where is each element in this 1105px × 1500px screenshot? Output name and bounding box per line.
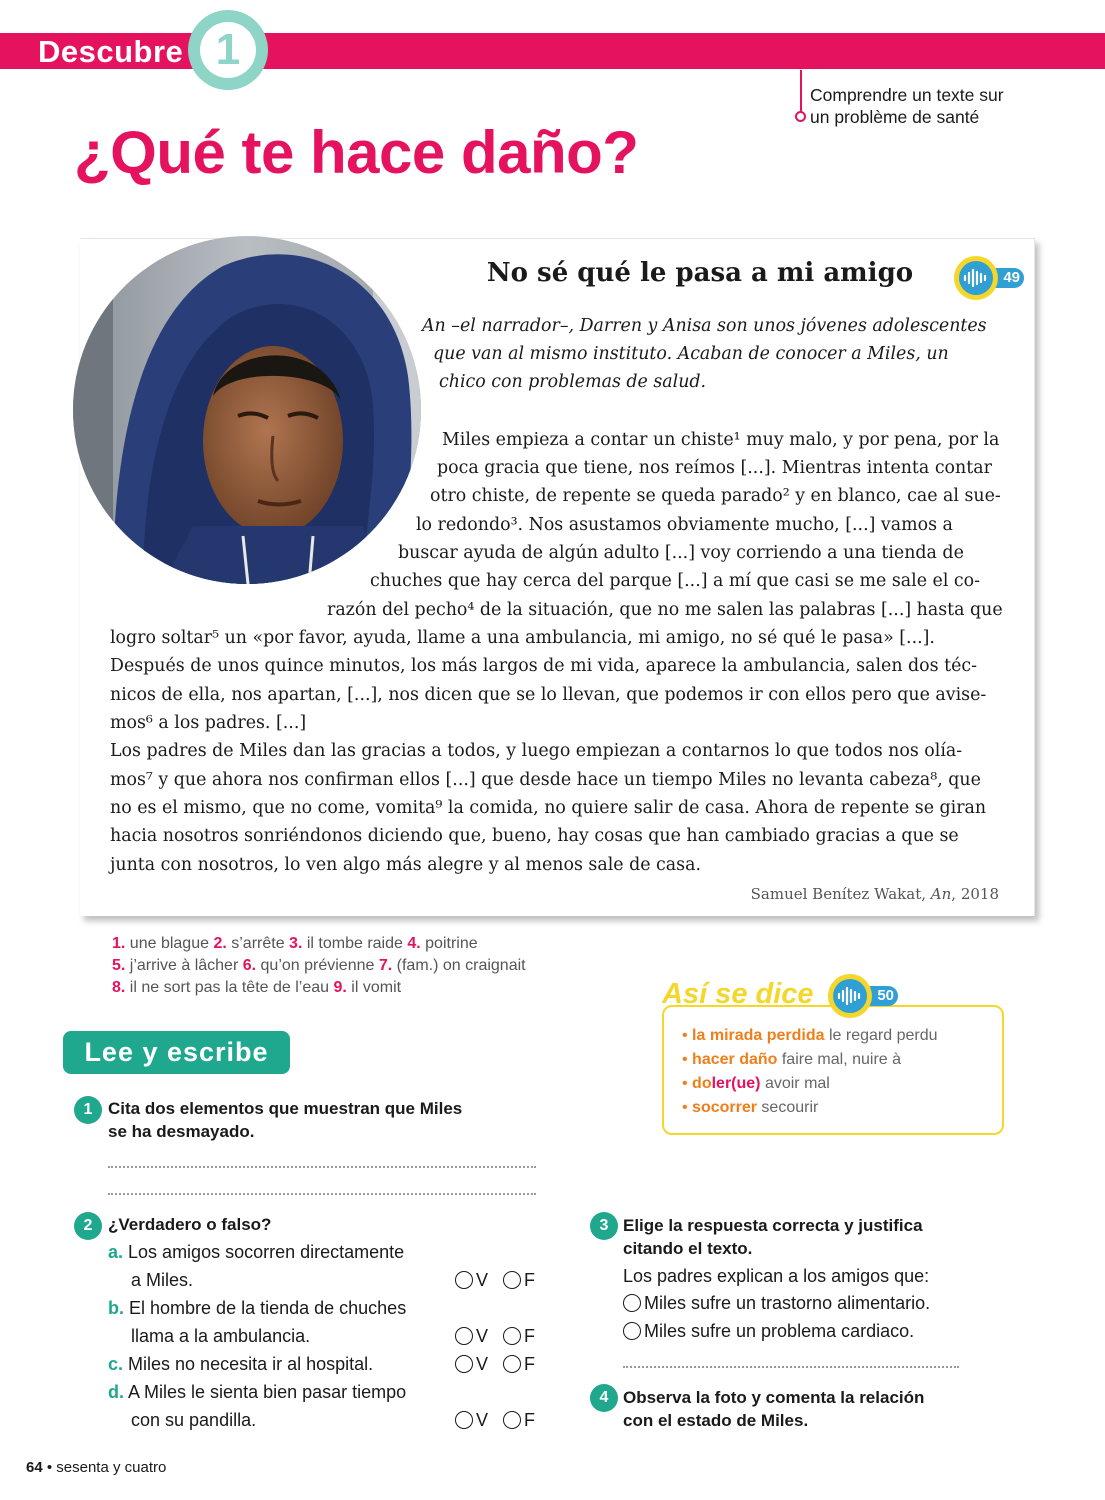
vocab-spanish: hacer daño (692, 1051, 778, 1068)
choice-label: Miles sufre un problema cardiaco. (644, 1321, 915, 1341)
footnote-text: s’arrête (231, 935, 285, 952)
body-line: logro soltar⁵ un «por favor, ayuda, llame a una ambulancia, mi amigo, no sé qué le pasa» [...]. (110, 628, 935, 648)
section-label: Descubre (38, 34, 184, 69)
statement-text: Miles no necesita ir al hospital. (128, 1354, 374, 1374)
false-radio[interactable] (503, 1271, 521, 1289)
question-number: 4 (590, 1384, 618, 1412)
answer-line[interactable] (108, 1166, 536, 1168)
vocab-french: secourir (761, 1099, 819, 1116)
learning-objective (810, 84, 1050, 128)
credit-year: , 2018 (951, 885, 999, 903)
choice-radio[interactable] (623, 1322, 641, 1340)
question-3-prompt: Los padres explican a los amigos que: (623, 1266, 930, 1286)
answer-line[interactable] (623, 1366, 959, 1368)
true-false-options (455, 1350, 535, 1378)
body-line: razón del pecho⁴ de la situación, que no me salen las palabras [...] hasta que (327, 600, 1003, 620)
true-radio[interactable] (455, 1355, 473, 1373)
audio-track-49-button[interactable] (954, 256, 1028, 300)
true-radio[interactable] (455, 1271, 473, 1289)
body-line: junta con nosotros, lo ven algo más alegre y al menos sale de casa. (110, 855, 701, 875)
body-line: Los padres de Miles dan las gracias a todos, y luego empiezan a contarnos lo que todos nos olía- (110, 741, 963, 761)
footnote-text: il ne sort pas la tête de l’eau (129, 979, 330, 996)
page-number-value: 64 (26, 1459, 43, 1476)
footnotes-row (112, 955, 526, 977)
true-label: V (476, 1326, 489, 1346)
statement-continuation: con su pandilla. (131, 1410, 257, 1430)
false-label: F (524, 1270, 536, 1290)
question-line: Elige la respuesta correcta y justifica (623, 1216, 923, 1235)
vocab-spanish: la mirada perdida (692, 1027, 825, 1044)
page-title: ¿Qué te hace daño? (74, 119, 639, 186)
intro-line: chico con problemas de salud. (439, 372, 707, 392)
question-1-text (108, 1097, 462, 1143)
footnote-number: 4. (407, 935, 421, 952)
footnotes-row (112, 933, 478, 955)
body-line: lo redondo³. Nos asustamos obviamente mucho, [...] vamos a (416, 515, 953, 535)
footnote-number: 7. (378, 957, 393, 974)
sound-wave-icon (837, 986, 863, 1006)
question-2-text: ¿Verdadero o falso? (108, 1215, 272, 1234)
exercises-heading: Lee y escribe (63, 1031, 290, 1074)
vocab-item: • doler(ue) avoir mal (682, 1075, 830, 1092)
vocab-item: • la mirada perdida le regard perdu (682, 1027, 938, 1044)
true-false-options (455, 1322, 535, 1350)
vocab-item: • hacer daño faire mal, nuire à (682, 1051, 902, 1068)
answer-line[interactable] (108, 1193, 536, 1195)
objective-line-2: un problème de santé (810, 107, 980, 127)
true-false-options (455, 1266, 535, 1294)
page-number (26, 1459, 166, 1476)
question-line: con el estado de Miles. (623, 1411, 809, 1430)
statement-text: A Miles le sienta bien pasar tiempo (128, 1382, 407, 1402)
footnote-text: qu’on prévienne (260, 957, 375, 974)
false-label: F (524, 1354, 536, 1374)
body-line: buscar ayuda de algún adulto [...] voy corriendo a una tienda de (398, 543, 964, 563)
question-line: Observa la foto y comenta la relación (623, 1388, 925, 1407)
question-number: 3 (590, 1212, 618, 1240)
source-credit (751, 885, 999, 903)
choice-radio[interactable] (623, 1294, 641, 1312)
body-line: mos⁶ a los padres. [...] (110, 713, 307, 733)
body-line: Miles empieza a contar un chiste¹ muy malo, y por pena, por la (442, 430, 1000, 450)
sound-wave-icon (963, 268, 989, 288)
objective-marker-dot (795, 111, 806, 122)
statement-letter: a. (108, 1242, 124, 1262)
footnote-number: 2. (213, 935, 227, 952)
question-3-text (623, 1214, 923, 1260)
page-number-words: • sesenta y cuatro (46, 1459, 167, 1476)
true-radio[interactable] (455, 1327, 473, 1345)
footnote-text: il tombe raide (306, 935, 403, 952)
true-label: V (476, 1410, 489, 1430)
statement-letter: d. (108, 1382, 124, 1402)
statement-continuation: llama a la ambulancia. (131, 1326, 311, 1346)
intro-line: que van al mismo instituto. Acaban de conocer a Miles, un (433, 344, 949, 364)
choice-label: Miles sufre un trastorno alimentario. (644, 1293, 931, 1313)
footnote-text: j’arrive à lâcher (129, 957, 239, 974)
teen-hoodie-photo (73, 236, 421, 584)
body-line: otro chiste, de repente se queda parado² y en blanco, cae al sue- (430, 486, 1001, 506)
question-number: 2 (74, 1212, 102, 1240)
body-line: mos⁷ y que ahora nos confirman ellos [...] que desde hace un tiempo Miles no levanta cabeza⁸, que (110, 770, 981, 790)
question-line: Cita dos elementos que muestran que Miles (108, 1099, 463, 1118)
asi-se-dice-title: Así se dice (662, 978, 814, 1010)
footnote-number: 3. (289, 935, 303, 952)
body-line: Después de unos quince minutos, los más largos de mi vida, aparece la ambulancia, salen dos téc- (110, 656, 977, 676)
question-line: se ha desmayado. (108, 1122, 255, 1141)
footnote-number: 1. (112, 935, 126, 952)
vocab-spanish: socorrer (692, 1099, 757, 1116)
true-false-options (455, 1406, 535, 1434)
true-false-statement (108, 1238, 404, 1266)
footnote-text: poitrine (425, 935, 478, 952)
footnote-text: (fam.) on craignait (396, 957, 526, 974)
true-radio[interactable] (455, 1411, 473, 1429)
footnote-number: 8. (112, 979, 126, 996)
vocab-french: avoir mal (764, 1075, 830, 1092)
credit-author: Samuel Benítez Wakat, (750, 885, 926, 903)
true-label: V (476, 1354, 489, 1374)
footnote-text: une blague (129, 935, 209, 952)
body-line: poca gracia que tiene, nos reímos [...]. Mientras intenta contar (437, 458, 992, 478)
false-radio[interactable] (503, 1327, 521, 1345)
vocab-item: • socorrer secourir (682, 1099, 819, 1116)
statement-letter: b. (108, 1298, 124, 1318)
intro-line: An –el narrador–, Darren y Anisa son unos jóvenes adolescentes (422, 316, 987, 336)
choice-option (623, 1317, 914, 1345)
footnote-number: 9. (333, 979, 347, 996)
body-line: chuches que hay cerca del parque [...] a mí que casi se me sale el co- (370, 571, 980, 591)
reading-title: No sé qué le pasa a mi amigo (486, 258, 914, 288)
body-line: no es el mismo, que no come, vomita⁹ la comida, no quiere salir de casa. Ahora de repente se giran (110, 798, 987, 818)
footnote-number: 6. (242, 957, 257, 974)
audio-track-number: 49 (990, 268, 1024, 288)
vocab-spanish-irregular: ler(ue) (711, 1075, 761, 1092)
question-line: citando el texto. (623, 1239, 753, 1258)
false-radio[interactable] (503, 1411, 521, 1429)
footnotes-row (112, 977, 401, 999)
vocab-spanish: do (692, 1075, 712, 1092)
footnote-number: 5. (112, 957, 126, 974)
statement-continuation: a Miles. (131, 1270, 194, 1290)
unit-number: 1 (215, 25, 241, 74)
choice-option (623, 1289, 930, 1317)
body-line: nicos de ella, nos apartan, [...], nos dicen que se lo llevan, que podemos ir con ellos pero que avise- (110, 685, 987, 705)
audio-track-50-button[interactable] (828, 974, 902, 1018)
audio-track-number: 50 (864, 986, 898, 1006)
statement-text: Los amigos socorren directamente (128, 1242, 405, 1262)
true-label: V (476, 1270, 489, 1290)
vocab-french: faire mal, nuire à (781, 1051, 902, 1068)
body-line: hacia nosotros sonriéndonos diciendo que, bueno, hay cosas que han cambiado gracias a que se (110, 826, 959, 846)
vocab-french: le regard perdu (829, 1027, 938, 1044)
false-radio[interactable] (503, 1355, 521, 1373)
statement-text: El hombre de la tienda de chuches (129, 1298, 407, 1318)
true-false-statement (108, 1294, 406, 1322)
credit-book: An (930, 885, 952, 903)
question-4-text (623, 1386, 924, 1432)
footnote-text: il vomit (351, 979, 402, 996)
true-false-statement (108, 1378, 406, 1406)
true-false-statement (108, 1350, 373, 1378)
objective-line-1: Comprendre un texte sur (810, 85, 1004, 105)
statement-letter: c. (108, 1354, 124, 1374)
question-number: 1 (74, 1096, 102, 1124)
false-label: F (524, 1410, 536, 1430)
objective-marker-line (800, 70, 802, 112)
false-label: F (524, 1326, 536, 1346)
